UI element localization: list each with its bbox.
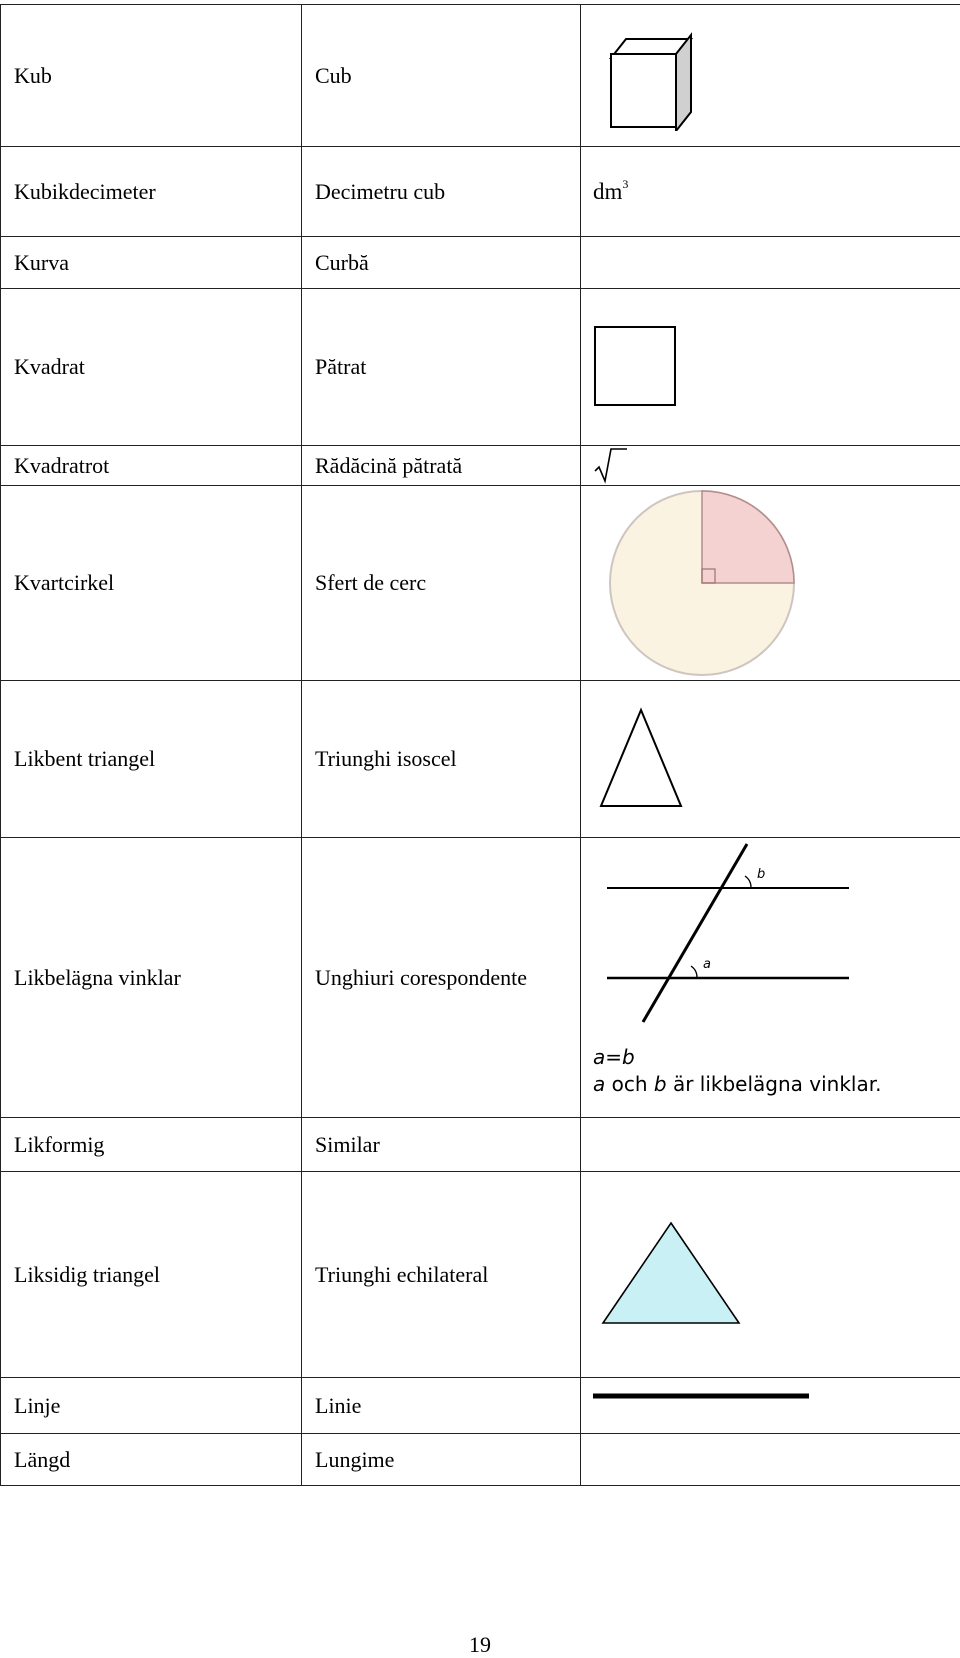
angle-label-a: a: [703, 957, 711, 972]
illustration-cell: [581, 5, 960, 147]
table-row: [1, 147, 960, 237]
romanian-term: Triunghi echilateral: [302, 1172, 581, 1378]
illustration-cell: [581, 681, 960, 838]
illustration-cell: [581, 1434, 960, 1486]
corresponding-angles-icon: [597, 842, 857, 1032]
romanian-term: Similar: [302, 1118, 581, 1172]
swedish-term: Kub: [1, 5, 302, 147]
illustration-cell: [581, 486, 960, 681]
angle-label-b: b: [757, 867, 765, 882]
note-equation: a=b: [593, 1045, 635, 1069]
swedish-term: Längd: [1, 1434, 302, 1486]
illustration-cell: [581, 237, 960, 289]
equilateral-triangle-icon: [601, 1220, 761, 1330]
table-row: [1, 681, 960, 838]
swedish-term: Likbent triangel: [1, 681, 302, 838]
romanian-term: Decimetru cub: [302, 147, 581, 237]
romanian-term: Cub: [302, 5, 581, 147]
table-row: [1, 5, 960, 147]
cube-icon: [591, 21, 711, 131]
illustration-cell: [581, 147, 960, 237]
romanian-term: Linie: [302, 1378, 581, 1434]
swedish-term: Kvartcirkel: [1, 486, 302, 681]
illustration-cell: [581, 838, 960, 1118]
page-number: 19: [0, 1632, 960, 1658]
romanian-term: Sfert de cerc: [302, 486, 581, 681]
quarter-circle-icon: [599, 488, 819, 678]
romanian-term: Curbă: [302, 237, 581, 289]
romanian-term: Rădăcină pătrată: [302, 446, 581, 486]
illustration-cell: [581, 289, 960, 446]
illustration-cell: [581, 446, 960, 486]
table-row: [1, 1118, 960, 1172]
isosceles-triangle-icon: [595, 704, 715, 814]
illustration-cell: [581, 1172, 960, 1378]
swedish-term: Likformig: [1, 1118, 302, 1172]
swedish-term: Kvadrat: [1, 289, 302, 446]
romanian-term: Lungime: [302, 1434, 581, 1486]
swedish-term: Kvadratrot: [1, 446, 302, 486]
glossary-table: [0, 4, 960, 1486]
swedish-term: Kubikdecimeter: [1, 147, 302, 237]
table-row: [1, 446, 960, 486]
table-row: [1, 237, 960, 289]
angle-note: [593, 1044, 882, 1098]
illustration-cell: [581, 1118, 960, 1172]
swedish-term: Likbelägna vinklar: [1, 838, 302, 1118]
square-root-icon: [591, 447, 651, 485]
romanian-term: Unghiuri corespondente: [302, 838, 581, 1118]
table-row: [1, 289, 960, 446]
square-icon: [593, 322, 693, 412]
table-row: [1, 486, 960, 681]
romanian-term: Triunghi isoscel: [302, 681, 581, 838]
unit-symbol: $dm^3$: [581, 179, 628, 204]
swedish-term: Liksidig triangel: [1, 1172, 302, 1378]
illustration-cell: [581, 1378, 960, 1434]
note-sentence: a och b är likbelägna vinklar.: [593, 1071, 882, 1098]
table-row: [1, 1378, 960, 1434]
table-row: [1, 838, 960, 1118]
swedish-term: Kurva: [1, 237, 302, 289]
table-row: [1, 1434, 960, 1486]
line-icon: [593, 1390, 833, 1410]
romanian-term: Pătrat: [302, 289, 581, 446]
table-row: [1, 1172, 960, 1378]
swedish-term: Linje: [1, 1378, 302, 1434]
